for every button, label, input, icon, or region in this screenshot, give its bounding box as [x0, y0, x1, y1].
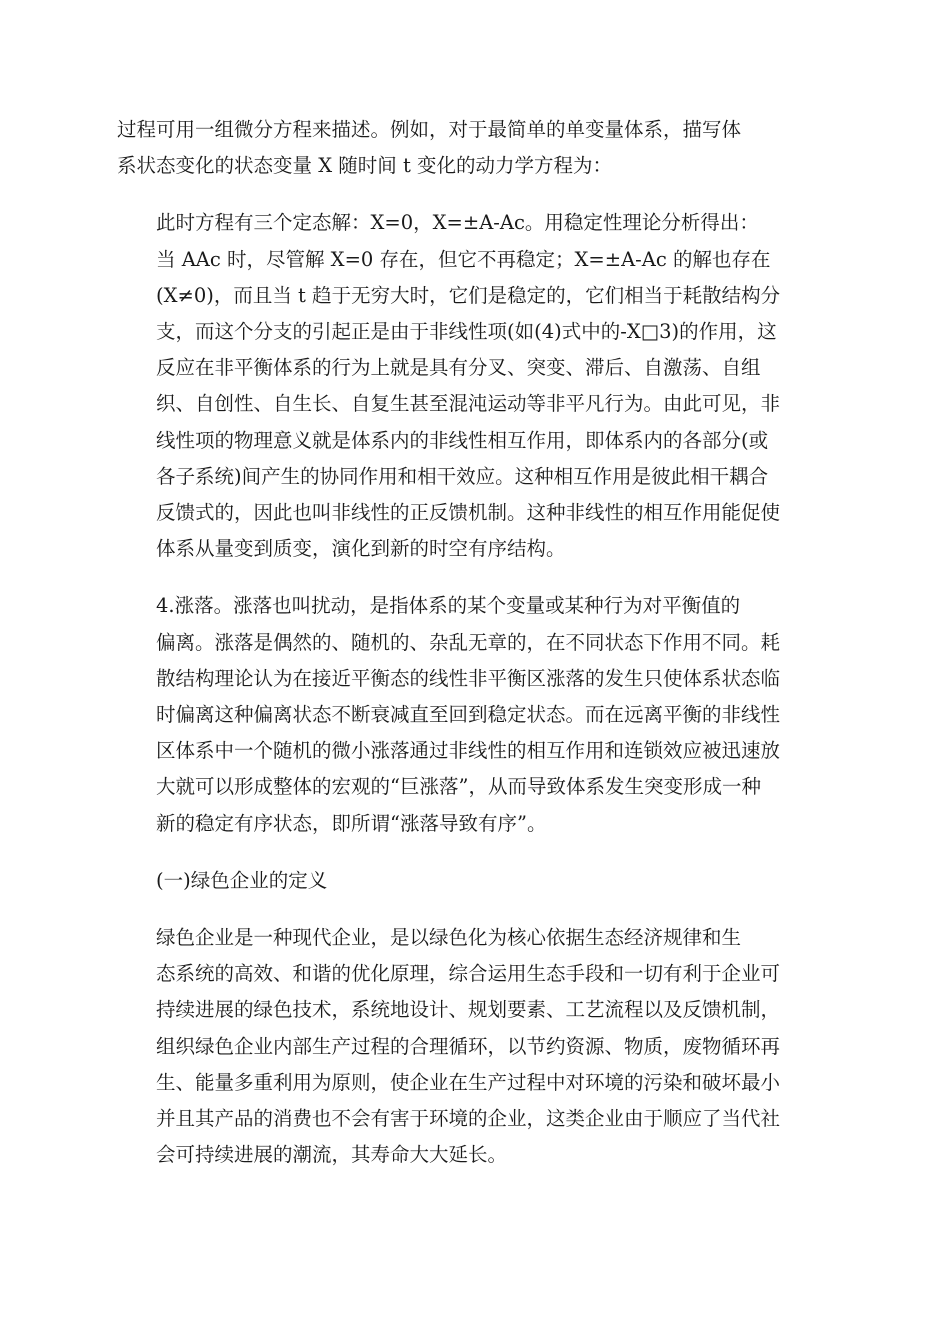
text-line: 生、能量多重利用为原则，使企业在生产过程中对环境的污染和破坏最小	[156, 1070, 781, 1094]
paragraph-dynamics-intro	[117, 112, 837, 184]
text-line: 持续进展的绿色技术，系统地设计、规划要素、工艺流程以及反馈机制，	[156, 998, 781, 1022]
paragraph-green-enterprise-definition	[117, 920, 837, 1173]
text-line: 大就可以形成整体的宏观的“巨涨落”，从而导致体系发生突变形成一种	[156, 775, 761, 799]
text-line: 新的稳定有序状态，即所谓“涨落导致有序”。	[156, 811, 547, 835]
text-line: 态系统的高效、和谐的优化原理，综合运用生态手段和一切有利于企业可	[156, 962, 781, 986]
heading-text: (一)绿色企业的定义	[156, 868, 328, 892]
text-line: 4.涨落。涨落也叫扰动，是指体系的某个变量或某种行为对平衡值的	[156, 594, 741, 618]
text-line: 时偏离这种偏离状态不断衰减直至回到稳定状态。而在远离平衡的非线性	[156, 703, 781, 727]
text-line: 会可持续进展的潮流，其寿命大大延长。	[156, 1143, 508, 1167]
text-line: 并且其产品的消费也不会有害于环境的企业，这类企业由于顺应了当代社	[156, 1107, 781, 1131]
text-line: 系状态变化的状态变量 X 随时间 t 变化的动力学方程为：	[117, 154, 613, 178]
text-line: 线性项的物理意义就是体系内的非线性相互作用，即体系内的各部分(或	[156, 428, 769, 452]
text-line: 体系从量变到质变，演化到新的时空有序结构。	[156, 537, 566, 561]
text-line: 组织绿色企业内部生产过程的合理循环，以节约资源、物质，废物循环再	[156, 1034, 781, 1058]
text-line: 绿色企业是一种现代企业，是以绿色化为核心依据生态经济规律和生	[156, 926, 742, 950]
text-line: (X≠0)，而且当 t 趋于无穷大时，它们是稳定的，它们相当于耗散结构分	[156, 283, 781, 307]
section-heading-green-enterprise	[117, 863, 837, 899]
text-line: 当 AAc 时，尽管解 X=0 存在，但它不再稳定；X=±A-Ac 的解也存在	[156, 247, 771, 271]
text-line: 各子系统)间产生的协同作用和相干效应。这种相互作用是彼此相干耦合	[156, 464, 769, 488]
text-line: 区体系中一个随机的微小涨落通过非线性的相互作用和连锁效应被迅速放	[156, 739, 781, 763]
text-line: 织、自创性、自生长、自复生甚至混沌运动等非平凡行为。由此可见，非	[156, 392, 781, 416]
document-body	[117, 112, 837, 1194]
paragraph-nonlinearity	[117, 205, 837, 567]
text-line: 反应在非平衡体系的行为上就是具有分叉、突变、滞后、自激荡、自组	[156, 356, 761, 380]
text-line: 过程可用一组微分方程来描述。例如，对于最简单的单变量体系，描写体	[117, 118, 742, 141]
text-line: 支，而这个分支的引起正是由于非线性项(如(4)式中的-X□3)的作用，这	[156, 320, 777, 344]
text-line: 此时方程有三个定态解：X=0，X=±A-Ac。用稳定性理论分析得出：	[156, 211, 759, 235]
text-line: 散结构理论认为在接近平衡态的线性非平衡区涨落的发生只使体系状态临	[156, 666, 781, 690]
paragraph-fluctuation	[117, 588, 837, 841]
text-line: 反馈式的，因此也叫非线性的正反馈机制。这种非线性的相互作用能促使	[156, 501, 781, 525]
text-line: 偏离。涨落是偶然的、随机的、杂乱无章的，在不同状态下作用不同。耗	[156, 630, 781, 654]
